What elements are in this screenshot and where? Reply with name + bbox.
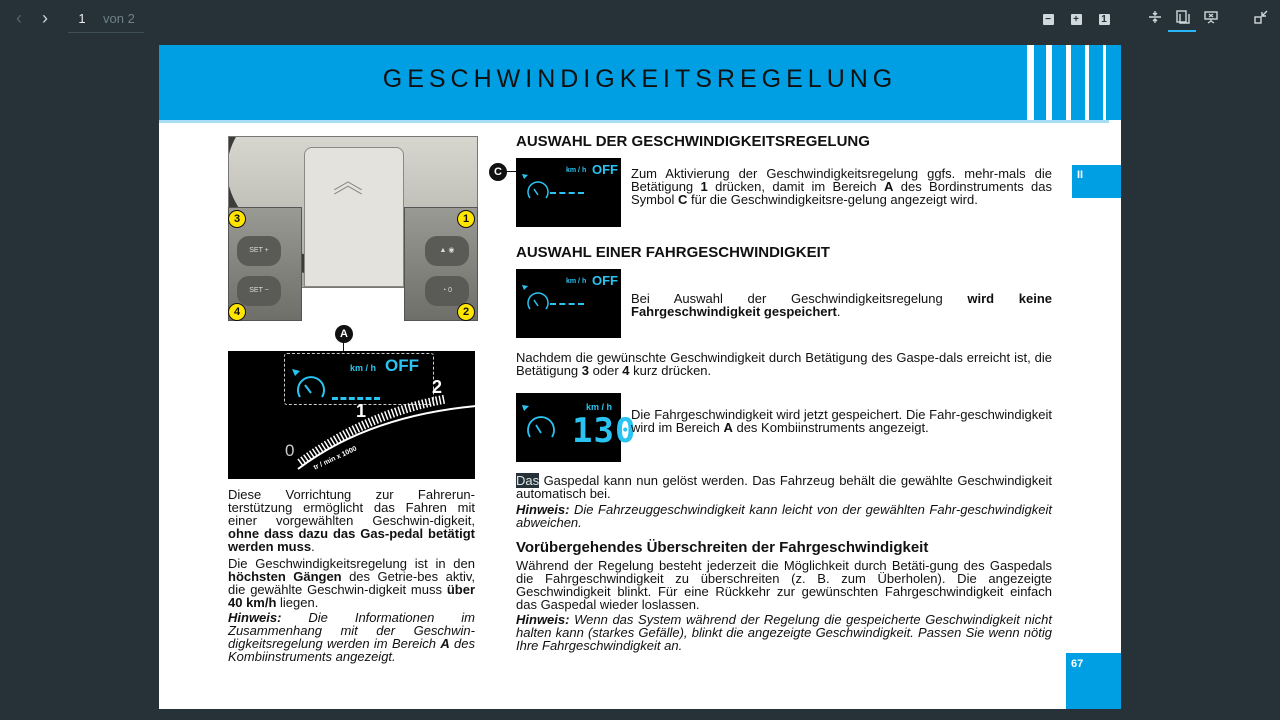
presentation-button[interactable] (1202, 9, 1220, 27)
banner-stripe (1046, 45, 1052, 120)
next-page-button[interactable] (36, 9, 54, 27)
no-speed-bold: wird keine Fahrgeschwindigkeit gespeichert (631, 291, 1052, 319)
activation-text: Die Geschwindigkeitsregelung ist in den (228, 556, 475, 571)
selection-text: Zum Aktivierung der Geschwindigkeitsregelung ggfs. mehr-mals die Betätigung (631, 166, 1052, 194)
speedometer-icon (520, 172, 560, 204)
selection-bold-a: A (883, 179, 894, 194)
accelerate-text: Nachdem die gewünschte Geschwindigkeit durch Betätigung des Gaspe-dals erreicht ist, die Betätigung (516, 350, 1052, 378)
inset-off: OFF (592, 162, 618, 177)
banner-stripe (1066, 45, 1071, 120)
speed-stored-paragraph (631, 408, 1052, 434)
accelerate-paragraph (516, 351, 1052, 377)
cruise-select-illustration: ▲ ◉ (425, 236, 469, 266)
callout-2: 2 (457, 303, 475, 321)
accelerate-bold-4: 4 (622, 363, 630, 378)
two-page-icon (1175, 9, 1191, 25)
page-number-input[interactable]: 1 (78, 11, 86, 26)
banner-underline (159, 120, 1109, 123)
zoom-in-icon: + (1071, 14, 1082, 25)
fit-width-button[interactable] (1146, 9, 1164, 27)
page-title: GESCHWINDIGKEITSREGELUNG (382, 65, 898, 93)
activation-bold-gears: höchsten Gängen (228, 569, 342, 584)
activation-paragraph (228, 557, 475, 609)
zoom-in-button[interactable] (1067, 9, 1085, 27)
no-speed-stored-paragraph (631, 292, 1052, 318)
inset-speed-value: 130 (572, 411, 637, 451)
callout-a: A (335, 325, 353, 343)
selection-bold-1: 1 (700, 179, 708, 194)
page-total-label: von 2 (103, 11, 135, 26)
cluster-off-label: OFF (385, 356, 419, 375)
intro-end: . (311, 539, 315, 554)
display-inset-off-1 (516, 158, 621, 227)
actual-size-icon: 1 (1099, 14, 1110, 25)
inset-dashes (550, 303, 584, 305)
presentation-icon (1203, 9, 1219, 25)
instrument-cluster-image (228, 351, 475, 479)
selection-bold-c: C (677, 192, 688, 207)
section-heading-speed: AUSWAHL EINER FAHRGESCHWINDIGKEIT (516, 244, 830, 261)
activation-bold-speed: über 40 km/h (228, 582, 475, 610)
display-inset-off-2 (516, 269, 621, 338)
section-tab: II (1072, 165, 1121, 198)
speed-deviation-note (516, 503, 1052, 529)
zoom-out-icon: − (1043, 14, 1054, 25)
cruise-pause-illustration: ◔ 0 (425, 276, 469, 306)
callout-3: 3 (228, 210, 246, 228)
intro-bold: ohne dass dazu das Gas-pedal betätigt werden muss (228, 526, 475, 554)
set-plus-button-illustration: SET + (237, 236, 281, 266)
brand-logo-icon: ︽ (333, 166, 363, 199)
chevron-left-icon: ‹ (16, 8, 22, 28)
page-number-badge: 67 (1066, 653, 1121, 709)
display-inset-130 (516, 393, 637, 462)
fullscreen-exit-button[interactable] (1252, 9, 1270, 27)
speed-stored-bold-a: A (723, 420, 733, 435)
cluster-zero: 0 (285, 441, 295, 460)
callout-1: 1 (457, 210, 475, 228)
inset-unit: km / h (566, 278, 587, 285)
note-label: Hinweis: (516, 502, 570, 517)
speed-stored-text: Die Fahrgeschwindigkeit wird jetzt gespeichert. Die Fahr-geschwindigkeit wird im Bereich (631, 407, 1052, 435)
selection-text-3: des Bordinstruments das Symbol (631, 179, 1053, 207)
activation-text-2: des Getrie-bes aktiv, die gewählte Geschwin-digkeit muss (228, 569, 475, 597)
accelerate-end: kurz drücken. (629, 363, 712, 378)
active-view-indicator (1168, 30, 1196, 32)
set-minus-button-illustration: SET − (237, 276, 281, 306)
two-page-view-button[interactable] (1174, 9, 1192, 27)
chevron-right-icon: › (42, 8, 48, 28)
cluster-gear-1: 1 (356, 401, 367, 421)
title-banner (159, 45, 1121, 120)
cluster-gear-2: 2 (432, 377, 443, 397)
note-text: Wenn das System während der Regelung die gespeicherte Geschwindigkeit nicht halten kann (starkes Gefälle), blinkt die angezeigte Geschwindigkeit. Passen Sie wenn nötig Ihre Fahrgeschwindigkeit an. (516, 612, 1052, 653)
note-label: Hinweis: (516, 612, 570, 627)
section-heading-override: Vorübergehendes Überschreiten der Fahrgeschwindigkeit (516, 539, 929, 556)
intro-paragraph (228, 488, 475, 553)
inset-dashes (550, 192, 584, 194)
left-note-end: des Kombiinstruments angezeigt. (228, 636, 475, 664)
banner-stripe (1027, 45, 1034, 120)
inset-unit: km / h (586, 402, 613, 412)
viewer-toolbar (0, 0, 1280, 36)
document-page (159, 45, 1121, 709)
speedometer-icon (520, 283, 560, 315)
callout-4: 4 (228, 303, 246, 321)
selection-text-2: drücken, damit im Bereich (707, 179, 884, 194)
no-speed-end: . (836, 304, 841, 319)
callout-c: C (489, 163, 507, 181)
activation-end: liegen. (276, 595, 319, 610)
left-note (228, 611, 475, 663)
left-note-text: Die Informationen im Zusammenhang mit der Geschwin-digkeitsregelung werden im Bereich (228, 610, 475, 651)
inset-off: OFF (592, 273, 618, 288)
override-paragraph: Während der Regelung besteht jederzeit die Möglichkeit durch Betäti-gung des Gaspedals die Fahrgeschwindigkeit zu überschreiten (z. B. zum Überholen). Die angezeigte Geschwindigkeit blinkt. Für eine Rückkehr zur gewünschten Fahrgeschwindigkeit einfach das Gaspedal wieder loslassen. (516, 558, 1052, 612)
actual-size-button[interactable] (1095, 9, 1113, 27)
search-highlight: Das (516, 473, 540, 488)
inset-unit: km / h (566, 167, 587, 174)
left-note-label: Hinweis: (228, 610, 282, 625)
release-pedal-paragraph (516, 474, 1052, 500)
accelerate-bold-3: 3 (581, 363, 590, 378)
selection-text-end: für die Geschwindigkeitsre-gelung angezeigt wird. (687, 192, 978, 207)
intro-text: Diese Vorrichtung zur Fahrerun-terstützung ermöglicht das Fahren mit einer vorgewählten Geschwin-digkeit, (228, 487, 475, 528)
override-note (516, 613, 1052, 652)
zoom-out-button[interactable] (1039, 9, 1057, 27)
banner-stripe (1085, 45, 1089, 120)
section-heading-selection: AUSWAHL DER GESCHWINDIGKEITSREGELUNG (516, 133, 870, 150)
speedometer-icon (520, 403, 564, 443)
previous-page-button[interactable] (10, 9, 28, 27)
accelerate-text-2: oder (589, 363, 623, 378)
banner-stripe (1103, 45, 1106, 120)
cluster-unit: km / h (350, 363, 377, 373)
selection-paragraph (631, 167, 1052, 206)
no-speed-text: Bei Auswahl der Geschwindigkeitsregelung (631, 291, 968, 306)
fit-width-icon (1147, 9, 1163, 25)
left-note-bold: A (440, 636, 450, 651)
note-text: Die Fahrzeuggeschwindigkeit kann leicht von der gewählten Fahr-geschwindigkeit abweichen. (516, 502, 1052, 530)
cluster-rpm-label: tr / min x 1000 (312, 445, 358, 472)
release-pedal-text: Gaspedal kann nun gelöst werden. Das Fahrzeug behält die gewählte Geschwindigkeit automatisch bei. (516, 473, 1052, 501)
fullscreen-exit-icon (1253, 9, 1269, 25)
speed-stored-end: des Kombiinstruments angezeigt. (732, 420, 929, 435)
page-input-underline (68, 32, 144, 33)
